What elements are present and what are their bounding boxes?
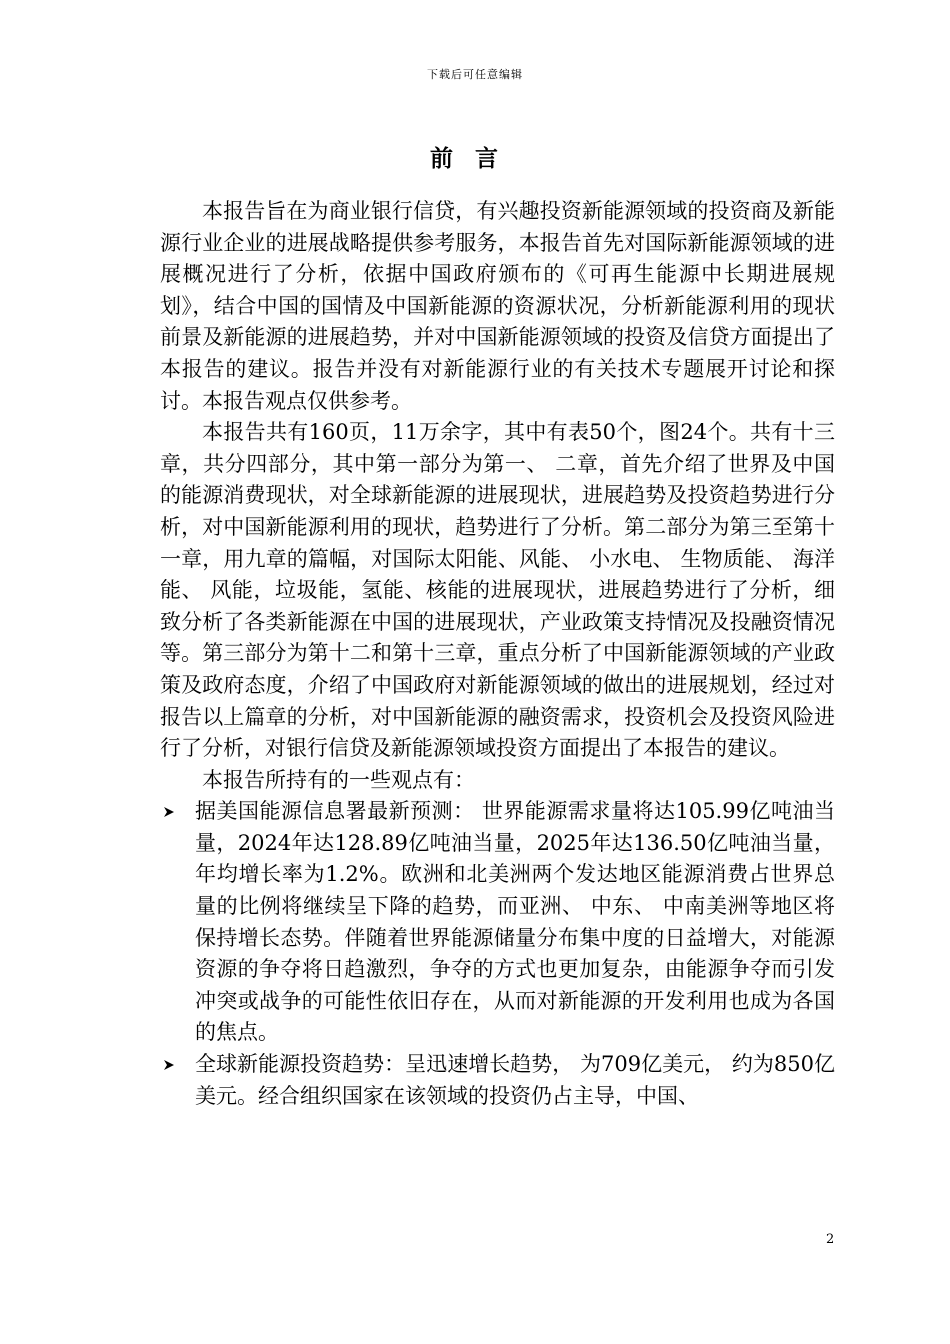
list-item — [160, 1049, 835, 1112]
document-body — [160, 196, 835, 1112]
list-item — [160, 796, 835, 1049]
arrow-bullet-icon — [163, 1049, 177, 1081]
paragraph-structure: 本报告共有160页，11万余字，其中有表50个，图24个。共有十三章，共分四部分，其中第一部分为第一、 二章，首先介绍了世界及中国的能源消费现状，对全球新能源的进展现状，进展趋势及投资趋势进行分析，对中国新能源利用的现状，趋势进行了分析。第二部分为第三至第十一章，用九章的篇幅，对国际太阳能、风能、 小水电、 生物质能、 海洋能、 风能，垃圾能，氢能、核能的进展现状，进展趋势进行了分析，细致分析了各类新能源在中国的进展现状，产业政策支持情况及投融资情况等。第三部分为第十二和第十三章，重点分析了中国新能源领域的产业政策及政府态度，介绍了中国政府对新能源领域的做出的进展规划，经过对报告以上篇章的分析，对中国新能源的融资需求，投资机会及投资风险进行了分析，对银行信贷及新能源领域投资方面提出了本报告的建议。 — [160, 420, 835, 761]
paragraph-viewpoints-lead: 本报告所持有的一些观点有： — [202, 767, 475, 792]
list-item-text: 据美国能源信息署最新预测： 世界能源需求量将达105.99亿吨油当量，2024年达128.89亿吨油当量，2025年达136.50亿吨油当量，年均增长率为1.2%。欧洲和北美洲两个发达地区能源消费占世界总量的比例将继续呈下降的趋势，而亚洲、 中东、 中南美洲等地区将保持增长态势。伴随着世界能源储量分布集中度的日益增大，对能源资源的争夺将日趋激烈，争夺的方式也更加复杂，由能源争夺而引发冲突或战争的可能性依旧存在，从而对新能源的开发利用也成为各国的焦点。 — [195, 799, 835, 1045]
page-number: 2 — [826, 1232, 835, 1247]
list-item-text: 全球新能源投资趋势：呈迅速增长趋势， 为709亿美元， 约为850亿美元。经合组织国家在该领域的投资仍占主导，中国、 — [195, 1052, 835, 1108]
page-title: 前言 — [430, 146, 520, 172]
arrow-bullet-icon — [163, 796, 177, 828]
paragraph-intro: 本报告旨在为商业银行信贷，有兴趣投资新能源领域的投资商及新能源行业企业的进展战略提供参考服务，本报告首先对国际新能源领域的进展概况进行了分析，依据中国政府颁布的《可再生能源中长期进展规划》，结合中国的国情及中国新能源的资源状况，分析新能源利用的现状前景及新能源的进展趋势，并对中国新能源领域的投资及信贷方面提出了本报告的建议。报告并没有对新能源行业的有关技术专题展开讨论和探讨。本报告观点仅供参考。 — [160, 199, 835, 413]
header-note: 下载后可任意编辑 — [427, 68, 523, 81]
